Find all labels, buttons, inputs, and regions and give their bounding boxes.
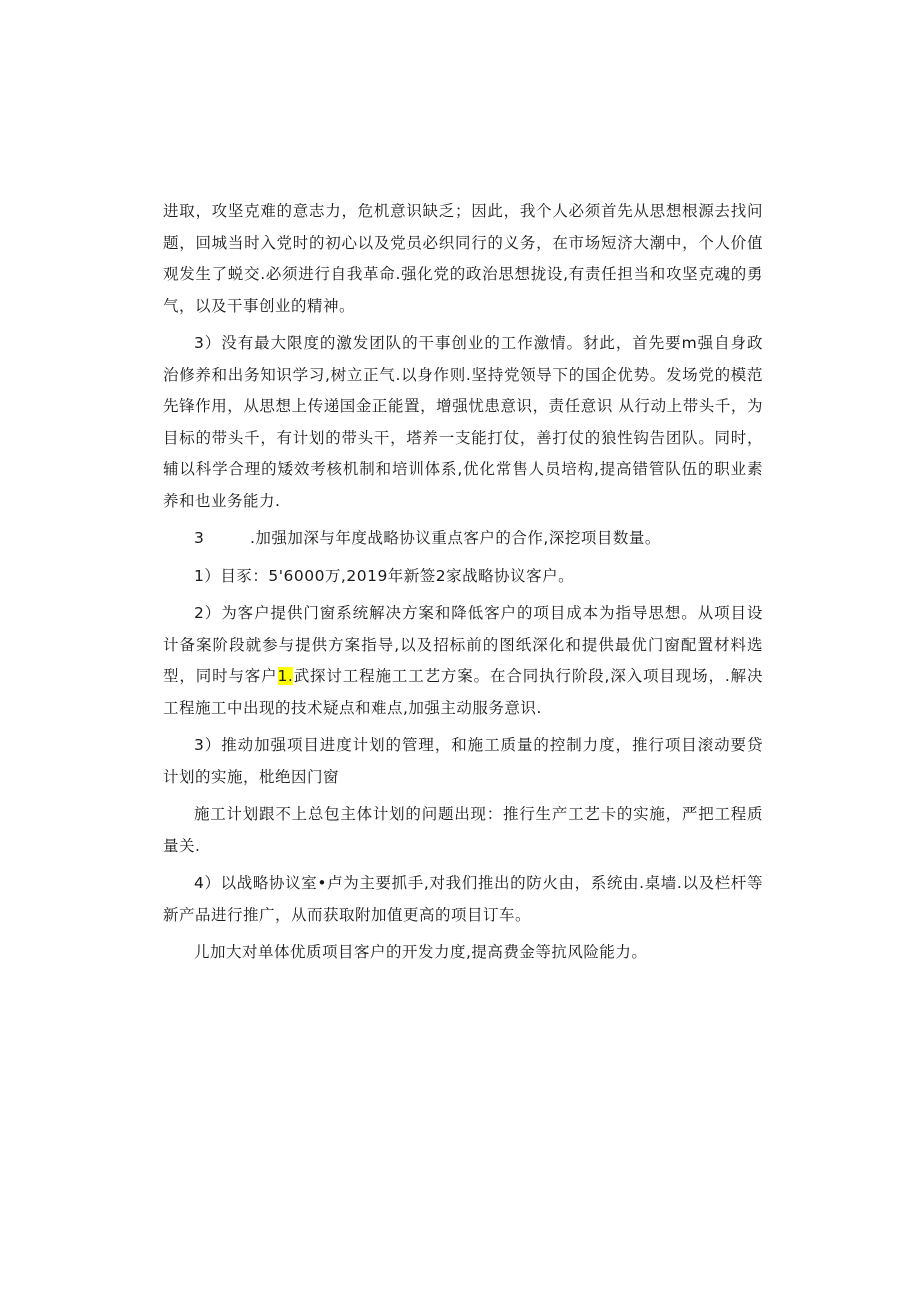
paragraph-text-after-highlight: 武探讨工程施工工艺方案。在合同执行阶段,深入项目现场，.解决工程施工中出现的技术疑点和难点,加强主动服务意识. [163,667,763,717]
document-page [163,196,763,975]
paragraph-intro: 进取，攻坚克难的意志力，危机意识缺乏；因此，我个人必须首先从思想根源去找问题，回城当时入党时的初心以及党员必织同行的义务，在市场短济大潮中，个人价值观发生了蜕交.必须进行自我革命.强化党的政治思想拢设,有责任担当和攻坚克魂的勇气，以及干事创业的精神。 [163,202,763,315]
paragraph-item-4-strategy: 4）以战略协议室•卢为主要抓手,对我们推出的防火由，系统由.桌墙.以及栏杆等新产品进行推广，从而获取附加值更高的项目订车。 [163,874,763,924]
paragraph-item-3-progress: 3）推动加强项目进度计划的管理，和施工质量的控制力度，推行项目滚动要贷计划的实施，枇绝因门窗 [163,736,763,786]
section-number: 3 [194,529,205,547]
paragraph-item-2-solutions [163,598,763,724]
paragraph-item-1-target: 1）目豕：5'6000万,2019年新签2家战略协议客户。 [194,566,575,585]
paragraph-text-before-highlight: 2）为客户提供门窗系统解决方案和降低客户的项目成本为指导思想。从项目设计备案阶段就参与提供方案指导,以及招标前的图纸深化和提供最优门窗配置材料选型，同时与客户 [163,604,763,685]
section-heading-3 [163,523,763,555]
paragraph-single-projects: 儿加大对单体优质项目客户的开发力度,提高费金等抗风险能力。 [194,943,648,961]
highlighted-text: 1. [277,667,294,685]
paragraph-item-3-team: 3）没有最大限度的激发团队的干事创业的工作激情。豺此，首先要m强自身政治修养和出务知识学习,树立正气.以身作则.坚持党领导下的国企优势。发场党的模范先锋作用，从思想上传递国金正能置，增强忧患意识，责任意识 从行动上带头千，为目标的带头千，有计划的带头干，塔养一支能打仗，善打仗的狼性钩告团队。同时，辅以科学合理的矮效考核机制和培训体系,优化常售人员培构,提高错管队伍的职业素养和也业务能力. [163,334,763,510]
section-title: .加强加深与年度战略协议重点客户的合作,深挖项目数量。 [250,529,661,547]
paragraph-construction-plan: 施工计划跟不上总包主体计划的问题出现：推行生产工艺卡的实施，严把工程质量关. [163,805,763,855]
